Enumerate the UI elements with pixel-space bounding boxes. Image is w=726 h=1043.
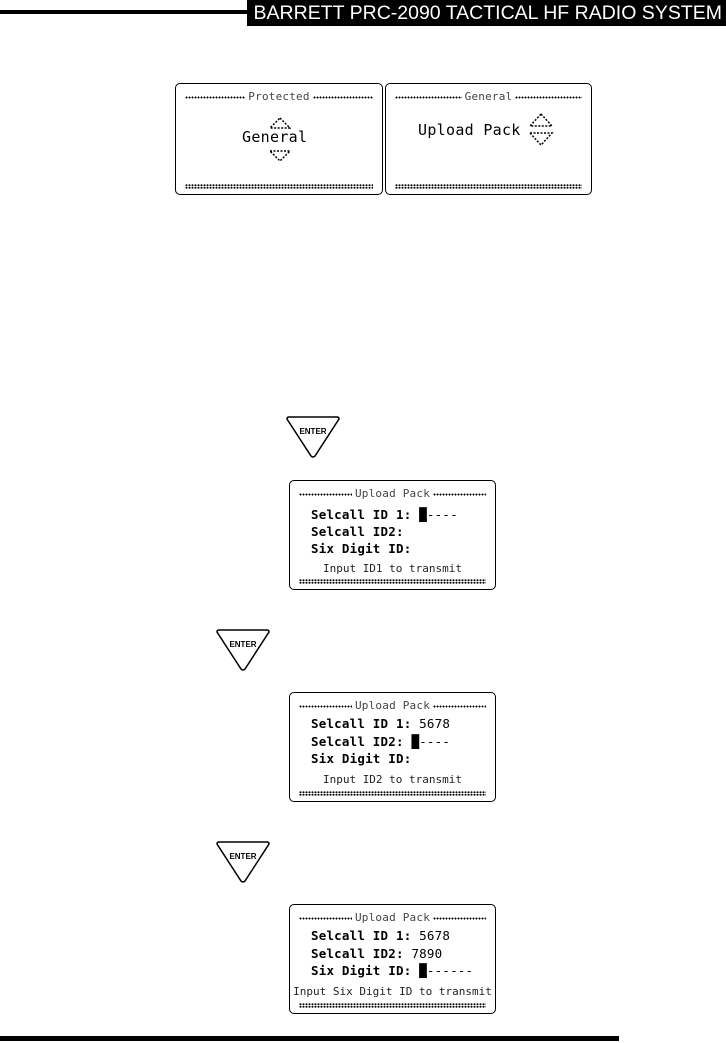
svg-text:ENTER: ENTER (229, 640, 257, 649)
enter-key-icon (214, 840, 272, 884)
scroll-down-icon (269, 150, 291, 162)
six-digit-id-line: Six Digit ID: (311, 751, 412, 766)
footer-rule (0, 1036, 619, 1041)
lcd-title: Protected (248, 90, 310, 103)
lcd-title-bar (290, 486, 495, 502)
lcd-title: General (464, 90, 513, 103)
six-digit-id-line: Six Digit ID: (311, 541, 412, 556)
lcd-selected-value: General (242, 128, 308, 146)
lcd-title-bar (290, 698, 495, 714)
page-header-title: BARRETT PRC-2090 TACTICAL HF RADIO SYSTEM (247, 0, 726, 26)
lcd-title-bar (176, 89, 382, 105)
scroll-updown-icon (528, 113, 554, 147)
lcd-screen-general (385, 83, 592, 195)
six-digit-id-line: Six Digit ID: █------ (311, 963, 474, 978)
lcd-title: Upload Pack (354, 911, 431, 924)
lcd-title-bar (386, 89, 591, 105)
selcall-id2-line: Selcall ID2: (311, 524, 404, 539)
lcd-title: Upload Pack (354, 487, 431, 500)
lcd-screen-upload-3 (289, 904, 496, 1014)
lcd-bottom-border (299, 579, 486, 584)
lcd-screen-upload-2 (289, 692, 496, 802)
svg-text:ENTER: ENTER (229, 852, 257, 861)
lcd-bottom-border (299, 1003, 486, 1008)
lcd-title: Upload Pack (354, 699, 431, 712)
lcd-selected-value: Upload Pack (418, 121, 521, 139)
selcall-id1-line: Selcall ID 1: 5678 (311, 716, 451, 731)
lcd-screen-protected (175, 83, 383, 195)
lcd-bottom-border (395, 184, 582, 189)
enter-key-icon (214, 628, 272, 672)
lcd-hint-text: Input ID1 to transmit (322, 562, 463, 575)
enter-key-icon (284, 415, 342, 459)
selcall-id1-line: Selcall ID 1: 5678 (311, 928, 451, 943)
header-rule (0, 10, 247, 14)
svg-text:ENTER: ENTER (299, 427, 327, 436)
lcd-hint-text: Input Six Digit ID to transmit (293, 985, 492, 998)
lcd-title-bar (290, 910, 495, 926)
lcd-bottom-border (299, 791, 486, 796)
lcd-screen-upload-1 (289, 480, 496, 590)
lcd-hint-text: Input ID2 to transmit (322, 773, 463, 786)
selcall-id1-line: Selcall ID 1: █---- (311, 507, 458, 522)
selcall-id2-line: Selcall ID2: █---- (311, 734, 451, 749)
lcd-bottom-border (185, 184, 373, 189)
selcall-id2-line: Selcall ID2: 7890 (311, 946, 443, 961)
